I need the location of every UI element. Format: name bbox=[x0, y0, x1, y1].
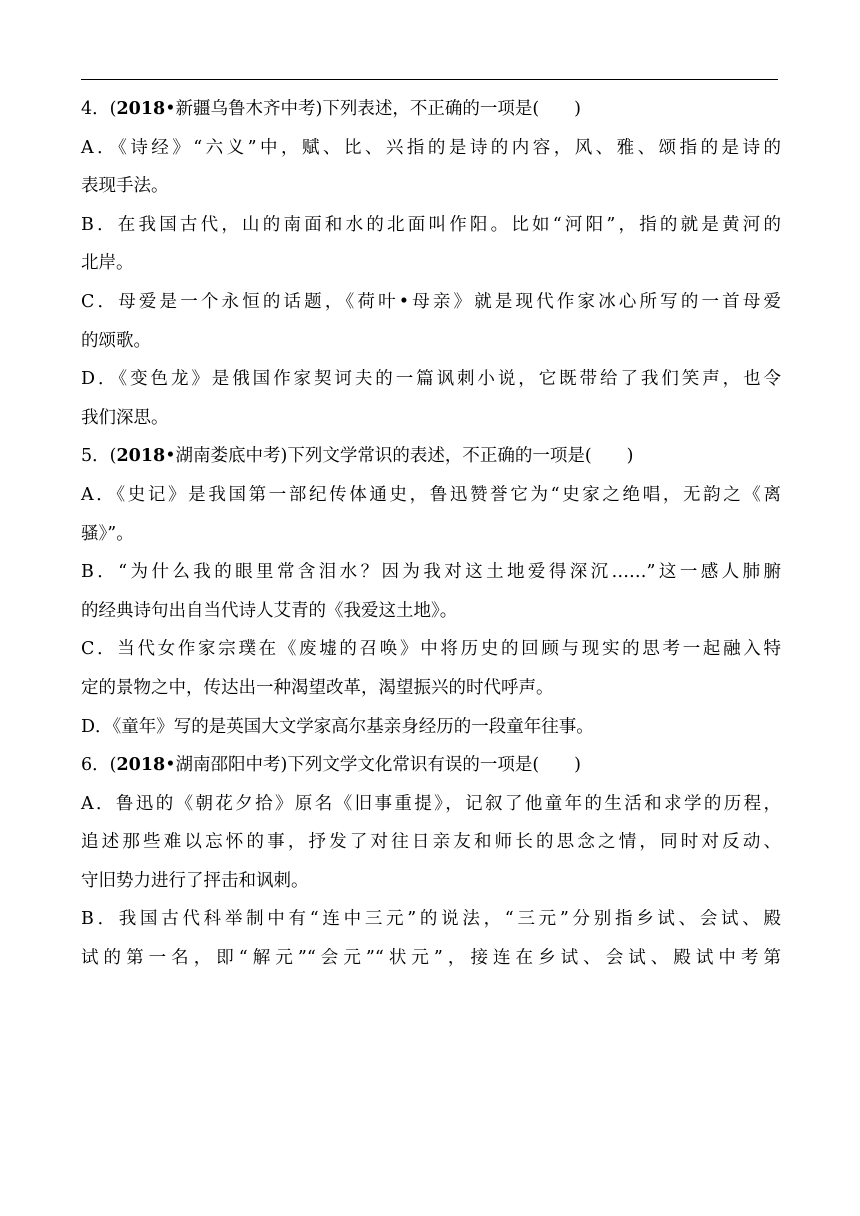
text-line: 北岸。 bbox=[81, 253, 134, 274]
text-line: 的经典诗句出自当代诗人艾青的《我爱这土地》。 bbox=[81, 600, 458, 621]
question-number: 6．( bbox=[81, 755, 117, 776]
text-line: A．《诗经》“六义”中，赋、比、兴指的是诗的内容，风、雅、颂指的是诗的 bbox=[81, 137, 781, 158]
text-line: A．鲁迅的《朝花夕拾》原名《旧事重提》，记叙了他童年的生活和求学的历程， bbox=[81, 793, 781, 814]
question-year: 2018 bbox=[116, 446, 166, 467]
question-heading bbox=[81, 90, 781, 129]
text-line: 表现手法。 bbox=[81, 176, 169, 197]
text-line: 追述那些难以忘怀的事，抒发了对往日亲友和师长的思念之情，同时对反动、 bbox=[81, 832, 781, 853]
text-line: 我们深思。 bbox=[81, 407, 169, 428]
top-rule bbox=[81, 79, 778, 80]
text-line: 的颂歌。 bbox=[81, 330, 151, 351]
text-line: 试的第一名，即“解元”“会元”“状元”，接连在乡试、会试、殿试中考第 bbox=[81, 948, 781, 969]
question-text: •湖南邵阳中考)下列文学文化常识有误的一项是( ) bbox=[165, 755, 581, 776]
text-line: B．我国古代科举制中有“连中三元”的说法，“三元”分别指乡试、会试、殿 bbox=[81, 909, 781, 930]
text-line: C．当代女作家宗璞在《废墟的召唤》中将历史的回顾与现实的思考一起融入特 bbox=[81, 639, 781, 660]
text-line: 守旧势力进行了抨击和讽刺。 bbox=[81, 870, 309, 891]
text-line: D．《童年》写的是英国大文学家高尔基亲身经历的一段童年往事。 bbox=[81, 716, 594, 737]
question-heading bbox=[81, 437, 781, 476]
question-text: •湖南娄底中考)下列文学常识的表述，不正确的一项是( ) bbox=[165, 446, 634, 467]
question-text: •新疆乌鲁木齐中考)下列表述，不正确的一项是( ) bbox=[165, 99, 581, 119]
document-body bbox=[81, 90, 781, 978]
text-line: A．《史记》是我国第一部纪传体通史，鲁迅赞誉它为“史家之绝唱，无韵之《离 bbox=[81, 484, 781, 505]
text-line: B．“为什么我的眼里常含泪水？因为我对这土地爱得深沉……”这一感人肺腑 bbox=[81, 562, 781, 583]
text-line: 骚》”。 bbox=[81, 523, 134, 544]
text-line: 定的景物之中，传达出一种渴望改革，渴望振兴的时代呼声。 bbox=[81, 677, 554, 698]
question-number: 5．( bbox=[81, 446, 117, 467]
question-heading bbox=[81, 746, 781, 785]
text-line: B．在我国古代，山的南面和水的北面叫作阳。比如“河阳”，指的就是黄河的 bbox=[81, 214, 781, 235]
text-line: D．《变色龙》是俄国作家契诃夫的一篇讽刺小说，它既带给了我们笑声，也令 bbox=[81, 369, 781, 390]
question-year: 2018 bbox=[116, 99, 166, 119]
question-number: 4．( bbox=[81, 99, 117, 119]
question-year: 2018 bbox=[116, 755, 166, 776]
text-line: C．母爱是一个永恒的话题，《荷叶•母亲》就是现代作家冰心所写的一首母爱 bbox=[81, 291, 781, 312]
